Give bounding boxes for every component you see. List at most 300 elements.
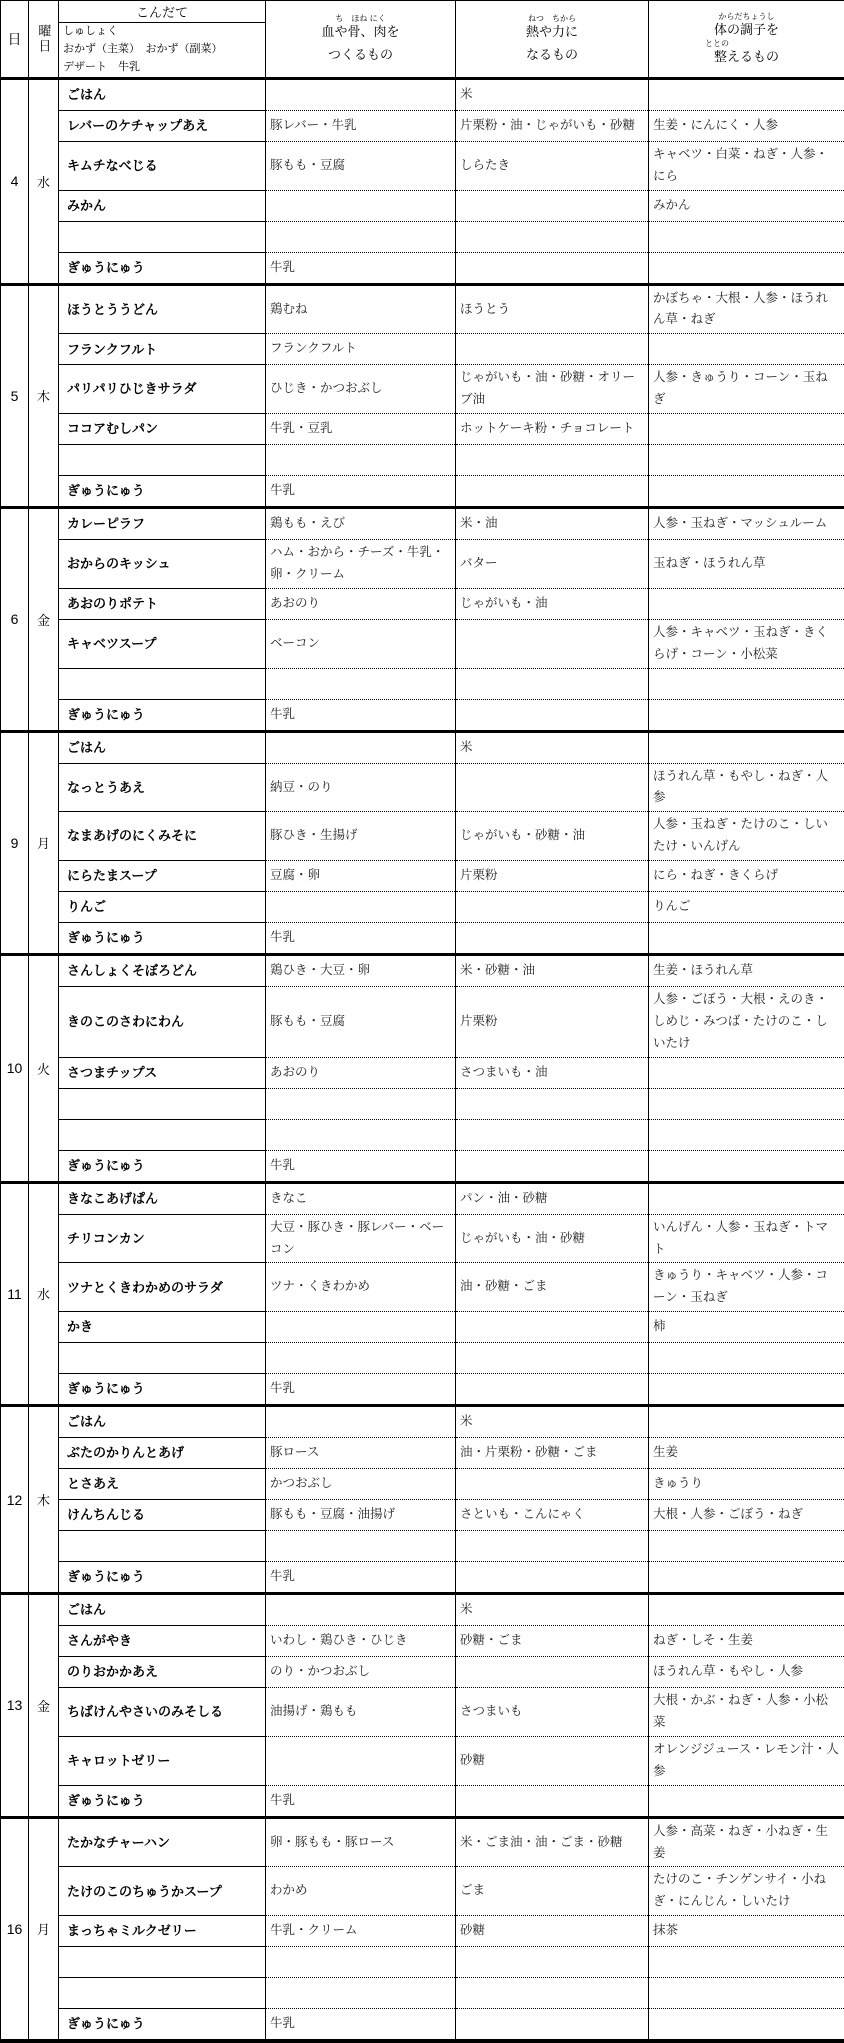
protein-ingredients-cell: 豚ひき・生揚げ	[266, 812, 456, 861]
date-cell: 11	[1, 1182, 29, 1406]
dish-name-cell: ぎゅうにゅう	[59, 923, 266, 955]
protein-ingredients-cell: 豚レバー・牛乳	[266, 110, 456, 141]
menu-row	[1, 923, 844, 955]
regulate-ingredients-cell	[649, 1374, 844, 1406]
regulate-ingredients-cell	[649, 1978, 844, 2009]
dish-name-cell: りんご	[59, 892, 266, 923]
regulate-ingredients-cell	[649, 668, 844, 699]
dish-name-cell: レバーのケチャップあえ	[59, 110, 266, 141]
energy-ingredients-cell: 砂糖	[456, 1916, 649, 1947]
menu-row	[1, 1867, 844, 1916]
dish-name-cell: かき	[59, 1312, 266, 1343]
dish-name-cell: ぎゅうにゅう	[59, 252, 266, 284]
energy-ingredients-cell: 片栗粉	[456, 987, 649, 1058]
menu-row	[1, 1736, 844, 1785]
menu-row	[1, 987, 844, 1058]
header-day: 日	[1, 1, 29, 79]
energy-ingredients-cell	[456, 252, 649, 284]
dish-name-cell: ごはん	[59, 1594, 266, 1626]
dish-name-cell	[59, 1343, 266, 1374]
regulate-ingredients-cell	[649, 476, 844, 508]
menu-row	[1, 1817, 844, 1867]
menu-row	[1, 1214, 844, 1263]
energy-ingredients-cell	[456, 763, 649, 812]
energy-ingredients-cell: 砂糖	[456, 1736, 649, 1785]
dish-name-cell: フランクフルト	[59, 334, 266, 365]
date-cell: 5	[1, 284, 29, 508]
dish-name-cell	[59, 668, 266, 699]
regulate-ingredients-cell: 柿	[649, 1312, 844, 1343]
day-block	[1, 1182, 844, 1406]
regulate-ingredients-cell	[649, 1406, 844, 1438]
protein-ingredients-cell	[266, 1736, 456, 1785]
protein-ingredients-cell: 豚もも・豆腐・油揚げ	[266, 1500, 456, 1531]
energy-ingredients-cell	[456, 1947, 649, 1978]
menu-row	[1, 221, 844, 252]
menu-row	[1, 1978, 844, 2009]
energy-ingredients-cell	[456, 892, 649, 923]
regulate-ingredients-cell: 生姜	[649, 1438, 844, 1469]
protein-ingredients-cell	[266, 1978, 456, 2009]
regulate-ingredients-cell: 人参・高菜・ねぎ・小ねぎ・生姜	[649, 1817, 844, 1867]
energy-ingredients-cell: 片栗粉・油・じゃがいも・砂糖	[456, 110, 649, 141]
protein-ingredients-cell: 牛乳	[266, 252, 456, 284]
protein-ingredients-cell: 油揚げ・鶏もも	[266, 1688, 456, 1737]
protein-ingredients-cell	[266, 1406, 456, 1438]
dish-name-cell: みかん	[59, 190, 266, 221]
protein-ingredients-cell: ハム・おから・チーズ・牛乳・卵・クリーム	[266, 540, 456, 589]
energy-ingredients-cell	[456, 1785, 649, 1817]
protein-ingredients-cell	[266, 1312, 456, 1343]
protein-ingredients-cell: 牛乳	[266, 476, 456, 508]
menu-row	[1, 1057, 844, 1088]
menu-row	[1, 1182, 844, 1214]
dish-name-cell: たけのこのちゅうかスープ	[59, 1867, 266, 1916]
dish-name-cell: きなこあげぱん	[59, 1182, 266, 1214]
energy-ingredients-cell	[456, 668, 649, 699]
energy-ingredients-cell: さつまいも	[456, 1688, 649, 1737]
protein-ingredients-cell: ひじき・かつおぶし	[266, 365, 456, 414]
menu-row	[1, 445, 844, 476]
dish-name-cell: ほうとううどん	[59, 284, 266, 334]
header-menu-sub-1: しゅしょく	[59, 23, 265, 41]
dish-name-cell: とさあえ	[59, 1469, 266, 1500]
menu-row	[1, 476, 844, 508]
menu-row	[1, 892, 844, 923]
energy-ingredients-cell	[456, 1562, 649, 1594]
regulate-ingredients-cell	[649, 1785, 844, 1817]
protein-ingredients-cell: 牛乳	[266, 1374, 456, 1406]
header-energy-line2: なるもの	[456, 47, 648, 63]
dish-name-cell: きのこのさわにわん	[59, 987, 266, 1058]
protein-ingredients-cell: 鶏むね	[266, 284, 456, 334]
weekday-cell: 月	[29, 731, 59, 955]
date-cell: 4	[1, 78, 29, 284]
header-protein-line1: 血や骨、肉を	[266, 24, 455, 40]
weekday-cell: 木	[29, 284, 59, 508]
energy-ingredients-cell: しらたき	[456, 141, 649, 190]
dish-name-cell: チリコンカン	[59, 1214, 266, 1263]
header-menu-sub-3: デザート 牛乳	[59, 59, 265, 77]
dish-name-cell: なまあげのにくみそに	[59, 812, 266, 861]
protein-ingredients-cell	[266, 1343, 456, 1374]
dish-name-cell: キャベツスープ	[59, 619, 266, 668]
regulate-ingredients-cell	[649, 588, 844, 619]
protein-ingredients-cell: あおのり	[266, 1057, 456, 1088]
dish-name-cell	[59, 1531, 266, 1562]
menu-row	[1, 1688, 844, 1737]
menu-row	[1, 78, 844, 110]
dish-name-cell: まっちゃミルクゼリー	[59, 1916, 266, 1947]
energy-ingredients-cell: さといも・こんにゃく	[456, 1500, 649, 1531]
weekday-cell: 金	[29, 508, 59, 732]
protein-ingredients-cell	[266, 78, 456, 110]
dish-name-cell	[59, 1947, 266, 1978]
protein-ingredients-cell	[266, 731, 456, 763]
energy-ingredients-cell: 米・ごま油・油・ごま・砂糖	[456, 1817, 649, 1867]
energy-ingredients-cell: じゃがいも・油	[456, 588, 649, 619]
header-energy-furigana: ねつ ちから	[456, 15, 648, 24]
menu-row	[1, 1916, 844, 1947]
menu-row	[1, 508, 844, 540]
date-cell: 9	[1, 731, 29, 955]
menu-row	[1, 252, 844, 284]
protein-ingredients-cell: 牛乳	[266, 699, 456, 731]
regulate-ingredients-cell	[649, 1531, 844, 1562]
energy-ingredients-cell: ほうとう	[456, 284, 649, 334]
menu-row	[1, 763, 844, 812]
regulate-ingredients-cell: にら・ねぎ・きくらげ	[649, 861, 844, 892]
regulate-ingredients-cell: ほうれん草・もやし・ねぎ・人参	[649, 763, 844, 812]
energy-ingredients-cell	[456, 1531, 649, 1562]
protein-ingredients-cell: ベーコン	[266, 619, 456, 668]
menu-row	[1, 190, 844, 221]
day-block	[1, 284, 844, 508]
protein-ingredients-cell	[266, 892, 456, 923]
date-cell: 12	[1, 1406, 29, 1594]
menu-row	[1, 1626, 844, 1657]
regulate-ingredients-cell: 大根・人参・ごぼう・ねぎ	[649, 1500, 844, 1531]
protein-ingredients-cell	[266, 445, 456, 476]
weekday-cell: 金	[29, 1594, 59, 1818]
regulate-ingredients-cell: きゅうり・キャベツ・人参・コーン・玉ねぎ	[649, 1263, 844, 1312]
date-cell: 13	[1, 1594, 29, 1818]
energy-ingredients-cell	[456, 476, 649, 508]
energy-ingredients-cell: 砂糖・ごま	[456, 1626, 649, 1657]
protein-ingredients-cell	[266, 1947, 456, 1978]
protein-ingredients-cell: 卵・豚もも・豚ロース	[266, 1817, 456, 1867]
regulate-ingredients-cell: キャベツ・白菜・ねぎ・人参・にら	[649, 141, 844, 190]
menu-row	[1, 2009, 844, 2042]
dish-name-cell	[59, 1119, 266, 1150]
dish-name-cell: さんがやき	[59, 1626, 266, 1657]
menu-row	[1, 1119, 844, 1150]
protein-ingredients-cell: 牛乳・豆乳	[266, 414, 456, 445]
energy-ingredients-cell	[456, 1343, 649, 1374]
regulate-ingredients-cell: きゅうり	[649, 1469, 844, 1500]
dish-name-cell: なっとうあえ	[59, 763, 266, 812]
protein-ingredients-cell: 牛乳	[266, 923, 456, 955]
regulate-ingredients-cell: たけのこ・チンゲンサイ・小ねぎ・にんじん・しいたけ	[649, 1867, 844, 1916]
menu-row	[1, 1500, 844, 1531]
protein-ingredients-cell	[266, 1119, 456, 1150]
menu-row	[1, 1312, 844, 1343]
menu-row	[1, 1562, 844, 1594]
regulate-ingredients-cell	[649, 1057, 844, 1088]
header-row	[1, 1, 844, 79]
regulate-ingredients-cell	[649, 414, 844, 445]
regulate-ingredients-cell: かぼちゃ・大根・人参・ほうれん草・ねぎ	[649, 284, 844, 334]
weekday-cell: 月	[29, 1817, 59, 2041]
regulate-ingredients-cell	[649, 1150, 844, 1182]
protein-ingredients-cell: のり・かつおぶし	[266, 1657, 456, 1688]
dish-name-cell: ごはん	[59, 1406, 266, 1438]
date-cell: 10	[1, 955, 29, 1183]
energy-ingredients-cell: じゃがいも・油・砂糖・オリーブ油	[456, 365, 649, 414]
protein-ingredients-cell	[266, 190, 456, 221]
energy-ingredients-cell: 油・片栗粉・砂糖・ごま	[456, 1438, 649, 1469]
energy-ingredients-cell	[456, 1088, 649, 1119]
regulate-ingredients-cell: 人参・きゅうり・コーン・玉ねぎ	[649, 365, 844, 414]
dish-name-cell: ぎゅうにゅう	[59, 1374, 266, 1406]
energy-ingredients-cell	[456, 1657, 649, 1688]
energy-ingredients-cell: ごま	[456, 1867, 649, 1916]
regulate-ingredients-cell	[649, 1562, 844, 1594]
protein-ingredients-cell: 豚もも・豆腐	[266, 141, 456, 190]
protein-ingredients-cell: 牛乳	[266, 1785, 456, 1817]
energy-ingredients-cell	[456, 1469, 649, 1500]
menu-row	[1, 540, 844, 589]
energy-ingredients-cell	[456, 334, 649, 365]
energy-ingredients-cell	[456, 699, 649, 731]
energy-ingredients-cell: 米・油	[456, 508, 649, 540]
regulate-ingredients-cell	[649, 1182, 844, 1214]
regulate-ingredients-cell	[649, 334, 844, 365]
dish-name-cell: ぎゅうにゅう	[59, 699, 266, 731]
day-block	[1, 1594, 844, 1818]
menu-row	[1, 284, 844, 334]
energy-ingredients-cell	[456, 1374, 649, 1406]
header-menu-title: こんだて	[59, 1, 265, 23]
dish-name-cell: ぶたのかりんとあげ	[59, 1438, 266, 1469]
menu-row	[1, 1657, 844, 1688]
dish-name-cell: あおのりポテト	[59, 588, 266, 619]
menu-row	[1, 1785, 844, 1817]
protein-ingredients-cell: 豚ロース	[266, 1438, 456, 1469]
menu-row	[1, 1343, 844, 1374]
protein-ingredients-cell: いわし・鶏ひき・ひじき	[266, 1626, 456, 1657]
energy-ingredients-cell: 米・砂糖・油	[456, 955, 649, 987]
dish-name-cell: ぎゅうにゅう	[59, 1785, 266, 1817]
dish-name-cell: ぎゅうにゅう	[59, 1150, 266, 1182]
day-block	[1, 731, 844, 955]
menu-row	[1, 1469, 844, 1500]
protein-ingredients-cell	[266, 221, 456, 252]
day-block	[1, 78, 844, 284]
menu-row	[1, 812, 844, 861]
energy-ingredients-cell: ホットケーキ粉・チョコレート	[456, 414, 649, 445]
regulate-ingredients-cell	[649, 1947, 844, 1978]
energy-ingredients-cell: バター	[456, 540, 649, 589]
table-header	[1, 1, 844, 79]
protein-ingredients-cell	[266, 668, 456, 699]
header-protein-furigana: ち ほね にく	[266, 15, 455, 24]
header-energy-line1: 熱や力に	[456, 24, 648, 40]
protein-ingredients-cell: かつおぶし	[266, 1469, 456, 1500]
menu-row	[1, 414, 844, 445]
dish-name-cell: けんちんじる	[59, 1500, 266, 1531]
regulate-ingredients-cell: 人参・玉ねぎ・マッシュルーム	[649, 508, 844, 540]
energy-ingredients-cell	[456, 1312, 649, 1343]
dish-name-cell: カレーピラフ	[59, 508, 266, 540]
dish-name-cell: ココアむしパン	[59, 414, 266, 445]
regulate-ingredients-cell	[649, 252, 844, 284]
header-col-protein	[266, 1, 456, 79]
protein-ingredients-cell: きなこ	[266, 1182, 456, 1214]
regulate-ingredients-cell	[649, 731, 844, 763]
header-col-regulate	[649, 1, 844, 79]
weekday-cell: 木	[29, 1406, 59, 1594]
dish-name-cell: さんしょくそぼろどん	[59, 955, 266, 987]
menu-row	[1, 1438, 844, 1469]
header-menu-sub-2: おかず（主菜） おかず（副菜）	[59, 41, 265, 59]
energy-ingredients-cell	[456, 923, 649, 955]
protein-ingredients-cell: あおのり	[266, 588, 456, 619]
header-regulate-furigana2: ととの	[649, 40, 844, 49]
dish-name-cell: ごはん	[59, 731, 266, 763]
dish-name-cell: さつまチップス	[59, 1057, 266, 1088]
dish-name-cell	[59, 445, 266, 476]
protein-ingredients-cell: 納豆・のり	[266, 763, 456, 812]
energy-ingredients-cell	[456, 1978, 649, 2009]
menu-row	[1, 588, 844, 619]
menu-row	[1, 1531, 844, 1562]
menu-row	[1, 619, 844, 668]
weekday-cell: 火	[29, 955, 59, 1183]
protein-ingredients-cell: フランクフルト	[266, 334, 456, 365]
regulate-ingredients-cell: 生姜・にんにく・人参	[649, 110, 844, 141]
dish-name-cell: キャロットゼリー	[59, 1736, 266, 1785]
regulate-ingredients-cell: 抹茶	[649, 1916, 844, 1947]
day-block	[1, 1817, 844, 2041]
regulate-ingredients-cell	[649, 221, 844, 252]
dish-name-cell	[59, 221, 266, 252]
regulate-ingredients-cell: いんげん・人参・玉ねぎ・トマト	[649, 1214, 844, 1263]
regulate-ingredients-cell: みかん	[649, 190, 844, 221]
day-block	[1, 1406, 844, 1594]
menu-row	[1, 699, 844, 731]
regulate-ingredients-cell	[649, 78, 844, 110]
energy-ingredients-cell: 米	[456, 1406, 649, 1438]
menu-row	[1, 1374, 844, 1406]
menu-row	[1, 861, 844, 892]
regulate-ingredients-cell: 大根・かぶ・ねぎ・人参・小松菜	[649, 1688, 844, 1737]
header-protein-line2: つくるもの	[266, 47, 455, 63]
dish-name-cell: ちばけんやさいのみそしる	[59, 1688, 266, 1737]
energy-ingredients-cell: じゃがいも・砂糖・油	[456, 812, 649, 861]
protein-ingredients-cell: 牛乳	[266, 1562, 456, 1594]
dish-name-cell: ごはん	[59, 78, 266, 110]
menu-row	[1, 1406, 844, 1438]
regulate-ingredients-cell: 生姜・ほうれん草	[649, 955, 844, 987]
date-cell: 6	[1, 508, 29, 732]
header-menu	[59, 1, 266, 79]
regulate-ingredients-cell: 人参・玉ねぎ・たけのこ・しいたけ・いんげん	[649, 812, 844, 861]
energy-ingredients-cell: 米	[456, 1594, 649, 1626]
menu-row	[1, 110, 844, 141]
protein-ingredients-cell: 豆腐・卵	[266, 861, 456, 892]
header-weekday	[29, 1, 59, 79]
menu-row	[1, 731, 844, 763]
weekday-cell: 水	[29, 1182, 59, 1406]
regulate-ingredients-cell	[649, 1119, 844, 1150]
header-regulate-line2: 整えるもの	[649, 49, 844, 65]
energy-ingredients-cell	[456, 190, 649, 221]
regulate-ingredients-cell	[649, 1088, 844, 1119]
energy-ingredients-cell: 油・砂糖・ごま	[456, 1263, 649, 1312]
protein-ingredients-cell	[266, 1531, 456, 1562]
regulate-ingredients-cell: 人参・キャベツ・玉ねぎ・きくらげ・コーン・小松菜	[649, 619, 844, 668]
regulate-ingredients-cell: ねぎ・しそ・生姜	[649, 1626, 844, 1657]
dish-name-cell: ツナとくきわかめのサラダ	[59, 1263, 266, 1312]
menu-row	[1, 1088, 844, 1119]
dish-name-cell: のりおかかあえ	[59, 1657, 266, 1688]
dish-name-cell: たかなチャーハン	[59, 1817, 266, 1867]
weekday-cell: 水	[29, 78, 59, 284]
dish-name-cell: パリパリひじきサラダ	[59, 365, 266, 414]
day-block	[1, 955, 844, 1183]
menu-row	[1, 1150, 844, 1182]
protein-ingredients-cell: 牛乳・クリーム	[266, 1916, 456, 1947]
dish-name-cell: ぎゅうにゅう	[59, 476, 266, 508]
energy-ingredients-cell	[456, 2009, 649, 2042]
protein-ingredients-cell: 鶏ひき・大豆・卵	[266, 955, 456, 987]
menu-row	[1, 1263, 844, 1312]
regulate-ingredients-cell	[649, 1343, 844, 1374]
date-cell: 16	[1, 1817, 29, 2041]
menu-row	[1, 668, 844, 699]
regulate-ingredients-cell	[649, 445, 844, 476]
protein-ingredients-cell: 豚もも・豆腐	[266, 987, 456, 1058]
energy-ingredients-cell	[456, 1119, 649, 1150]
menu-row	[1, 1594, 844, 1626]
regulate-ingredients-cell	[649, 923, 844, 955]
regulate-ingredients-cell	[649, 2009, 844, 2042]
menu-row	[1, 334, 844, 365]
energy-ingredients-cell: 米	[456, 731, 649, 763]
regulate-ingredients-cell: ほうれん草・もやし・人参	[649, 1657, 844, 1688]
dish-name-cell	[59, 1088, 266, 1119]
menu-row	[1, 365, 844, 414]
header-col-energy	[456, 1, 649, 79]
protein-ingredients-cell: 大豆・豚ひき・豚レバー・ベーコン	[266, 1214, 456, 1263]
dish-name-cell	[59, 1978, 266, 2009]
energy-ingredients-cell: 米	[456, 78, 649, 110]
menu-row	[1, 955, 844, 987]
regulate-ingredients-cell: オレンジジュース・レモン汁・人参	[649, 1736, 844, 1785]
energy-ingredients-cell: じゃがいも・油・砂糖	[456, 1214, 649, 1263]
energy-ingredients-cell: さつまいも・油	[456, 1057, 649, 1088]
energy-ingredients-cell	[456, 221, 649, 252]
energy-ingredients-cell	[456, 1150, 649, 1182]
protein-ingredients-cell	[266, 1088, 456, 1119]
dish-name-cell: おからのキッシュ	[59, 540, 266, 589]
protein-ingredients-cell: 牛乳	[266, 2009, 456, 2042]
menu-row	[1, 1947, 844, 1978]
protein-ingredients-cell: ツナ・くきわかめ	[266, 1263, 456, 1312]
regulate-ingredients-cell	[649, 699, 844, 731]
regulate-ingredients-cell	[649, 1594, 844, 1626]
